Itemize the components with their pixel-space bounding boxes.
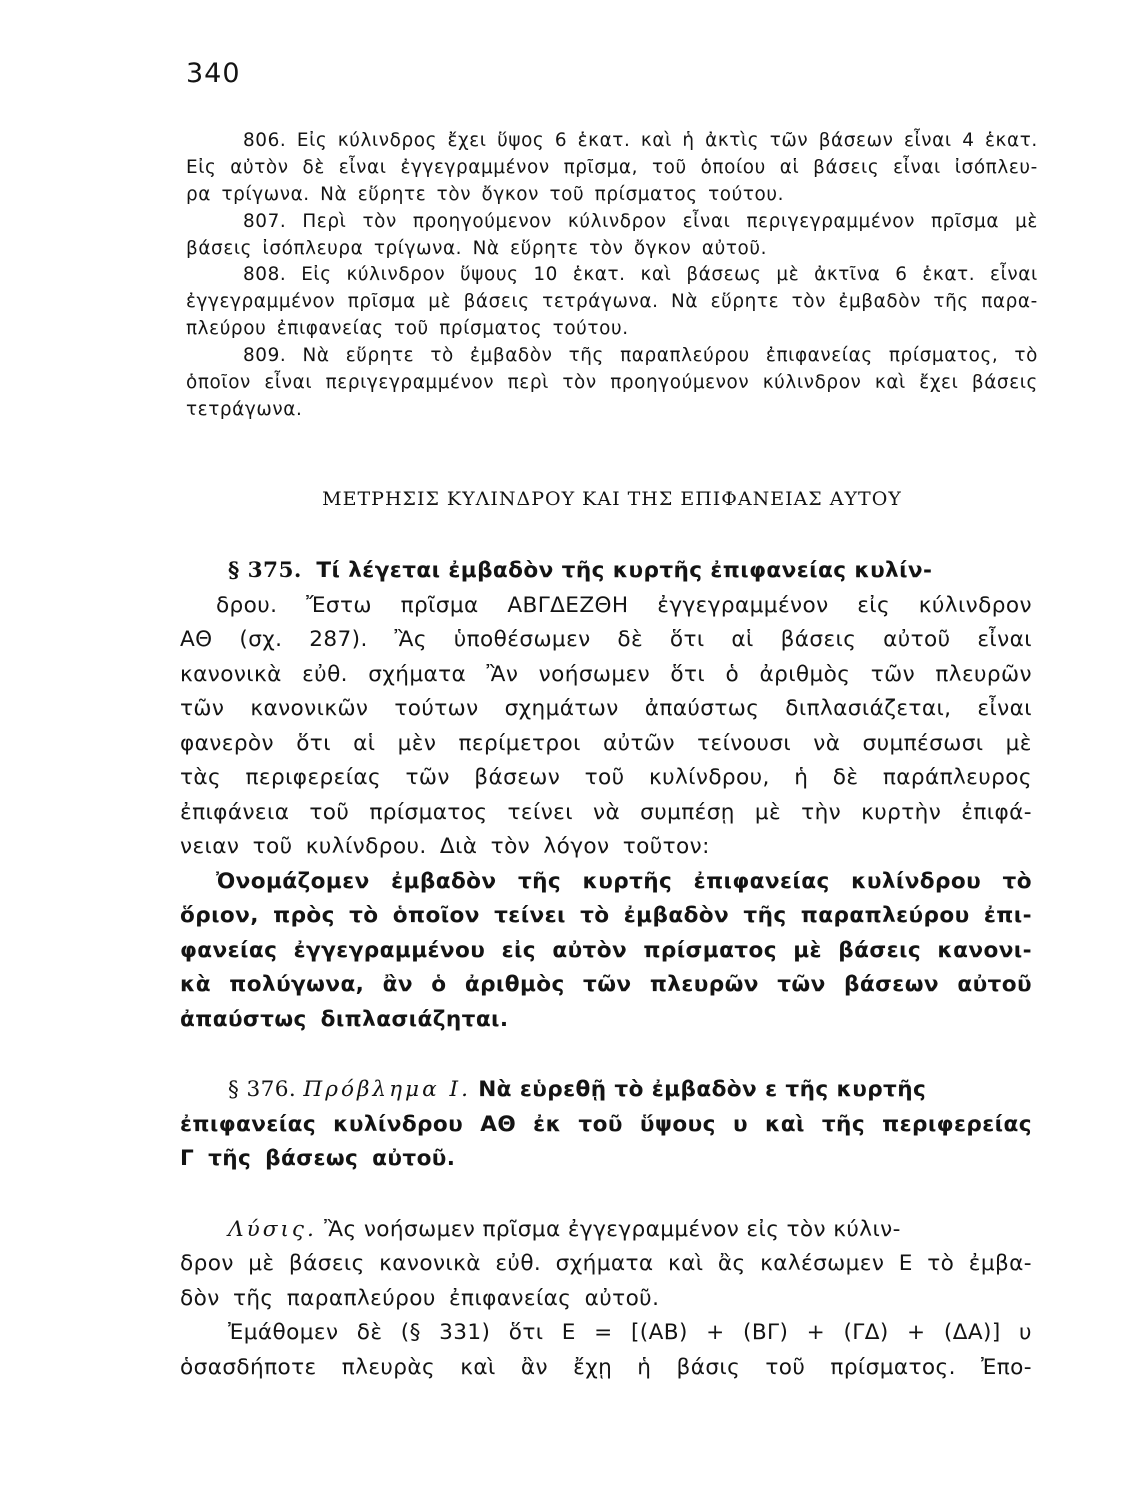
paragraph-375-heading — [180, 554, 1032, 589]
paragraph-375-line: φανερὸν ὅτι αἱ μὲν περίμετροι αὐτῶν τείνουσι νὰ συμπέσωσι μὲ — [180, 730, 1032, 756]
paragraph-375-line: κανονικὰ εὐθ. σχήματα Ἂν νοήσωμεν ὅτι ὁ ἀριθμὸς τῶν πλευρῶν — [180, 661, 1032, 687]
section-number-375: § 375. — [228, 558, 302, 583]
page-number: 340 — [186, 58, 241, 89]
definition-line: κὰ πολύγωνα, ἂν ὁ ἀριθμὸς τῶν πλευρῶν τῶν βάσεων αὐτοῦ — [180, 972, 1032, 997]
exercise-806-line: Εἰς αὐτὸν δὲ εἶναι ἐγγεγραμμένον πρῖσμα, τοῦ ὁποίου αἱ βάσεις εἶναι ἰσόπλευ- — [186, 156, 1038, 178]
definition-line: φανείας ἐγγεγραμμένου εἰς αὐτὸν πρίσματος μὲ βάσεις κανονι- — [180, 937, 1032, 963]
solution-line: Λύσις. Ἂς νοήσωμεν πρῖσμα ἐγγεγραμμένον εἰς τὸν κύλιν- — [228, 1216, 901, 1242]
definition-line: ἀπαύστως διπλασιάζηται. — [180, 1006, 509, 1032]
exercise-808-line: πλεύρου ἐπιφανείας τοῦ πρίσματος τούτου. — [186, 318, 629, 340]
definition-line: ὅριον, πρὸς τὸ ὁποῖον τείνει τὸ ἐμβαδὸν τῆς παραπλεύρου ἐπι- — [180, 903, 1032, 928]
exercise-809-line: 809. Νὰ εὕρητε τὸ ἐμβαδὸν τῆς παραπλεύρου ἐπιφανείας πρίσματος, τὸ — [243, 345, 1038, 367]
exercise-807-line: 807. Περὶ τὸν προηγούμενον κύλινδρον εἶναι περιγεγραμμένον πρῖσμα μὲ — [243, 210, 1038, 232]
solution-line: δρον μὲ βάσεις κανονικὰ εὐθ. σχήματα καὶ ἂς καλέσωμεν Ε τὸ ἐμβα- — [180, 1251, 1032, 1276]
paragraph-375-line: τῶν κανονικῶν τούτων σχημάτων ἀπαύστως διπλασιάζεται, εἶναι — [180, 696, 1032, 721]
solution-formula-line: Ἐμάθομεν δὲ (§ 331) ὅτι Ε = [(ΑΒ) + (ΒΓ) + (ΓΔ) + (ΔΑ)] υ — [228, 1320, 1032, 1345]
exercise-808-line: 808. Εἰς κύλινδρον ὕψους 10 ἑκατ. καὶ βάσεως μὲ ἀκτῖνα 6 ἑκατ. εἶναι — [243, 264, 1038, 286]
exercise-809-line: ὁποῖον εἶναι περιγεγραμμένον περὶ τὸν προηγούμενον κύλινδρον καὶ ἔχει βάσεις — [186, 372, 1038, 394]
section-heading: ΜΕΤΡΗΣΙΣ ΚΥΛΙΝΔΡΟΥ ΚΑΙ ΤΗΣ ΕΠΙΦΑΝΕΙΑΣ ΑΥΤΟΥ — [322, 488, 902, 510]
exercise-806-line: 806. Εἰς κύλινδρος ἔχει ὕψος 6 ἑκατ. καὶ ἡ ἀκτὶς τῶν βάσεων εἶναι 4 ἑκατ. — [243, 130, 1038, 151]
solution-line: δὸν τῆς παραπλεύρου ἐπιφανείας αὐτοῦ. — [180, 1285, 660, 1311]
problem-label: Πρόβλημα Ι. — [303, 1077, 471, 1102]
problem-line: Γ τῆς βάσεως αὐτοῦ. — [180, 1146, 456, 1171]
exercise-808-line: ἐγγεγραμμένον πρῖσμα μὲ βάσεις τετράγωνα. Νὰ εὕρητε τὸν ἐμβαδὸν τῆς παρα- — [186, 291, 1038, 313]
main-text — [180, 554, 1032, 1385]
paragraph-375-line: ΑΘ (σχ. 287). Ἂς ὑποθέσωμεν δὲ ὅτι αἱ βάσεις αὐτοῦ εἶναι — [180, 627, 1032, 652]
exercise-809-line: τετράγωνα. — [186, 398, 303, 420]
solution-label: Λύσις. — [228, 1216, 317, 1242]
problem-line: ἐπιφανείας κυλίνδρου ΑΘ ἐκ τοῦ ὕψους υ καὶ τῆς περιφερείας — [180, 1111, 1032, 1137]
exercise-807-line: βάσεις ἰσόπλευρα τρίγωνα. Νὰ εὕρητε τὸν ὄγκον αὐτοῦ. — [186, 237, 768, 259]
section-375-title: Τί λέγεται ἐμβαδὸν τῆς κυρτῆς ἐπιφανείας κυλίν- — [316, 558, 933, 583]
paragraph-376-heading: § 376. Πρόβλημα Ι. Νὰ εὑρεθῇ τὸ ἐμβαδὸν ε τῆς κυρτῆς — [228, 1077, 927, 1102]
paragraph-375-line: ἐπιφάνεια τοῦ πρίσματος τείνει νὰ συμπέσῃ μὲ τὴν κυρτὴν ἐπιφά- — [180, 799, 1032, 825]
exercise-806-line: ρα τρίγωνα. Νὰ εὕρητε τὸν ὄγκον τοῦ πρίσματος τούτου. — [186, 183, 785, 205]
solution-line: ὁσασδήποτε πλευρὰς καὶ ἂν ἔχῃ ἡ βάσις τοῦ πρίσματος. Ἐπο- — [180, 1354, 1032, 1380]
definition-line: Ὀνομάζομεν ἐμβαδὸν τῆς κυρτῆς ἐπιφανείας κυλίνδρου τὸ — [216, 868, 1032, 894]
paragraph-375-line: τὰς περιφερείας τῶν βάσεων τοῦ κυλίνδρου, ἡ δὲ παράπλευρος — [180, 765, 1032, 790]
exercises-block — [186, 128, 1038, 424]
paragraph-375-line: νειαν τοῦ κυλίνδρου. Διὰ τὸν λόγον τοῦτον: — [180, 834, 710, 859]
paragraph-375-line: δρου. Ἔστω πρῖσμα ΑΒΓΔΕΖΘΗ ἐγγεγραμμένον εἰς κύλινδρον — [215, 592, 1032, 618]
section-number-376: § 376. — [228, 1077, 297, 1102]
